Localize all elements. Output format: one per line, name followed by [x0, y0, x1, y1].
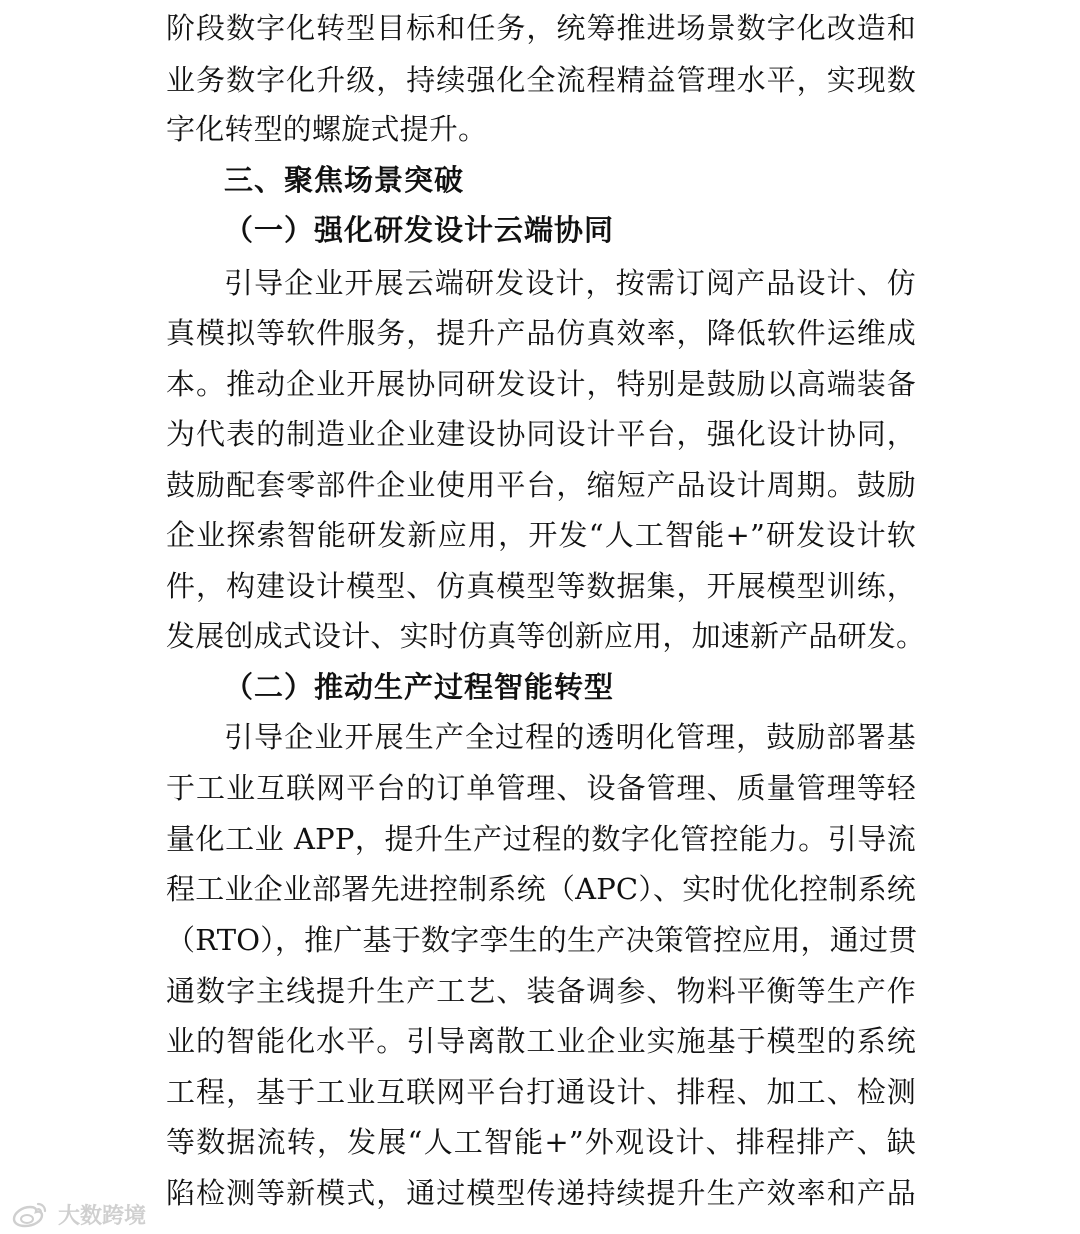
paragraph-line: 阶段数字化转型目标和任务，统筹推进场景数字化改造和 [166, 11, 916, 45]
watermark-text: 大数跨境 [58, 1203, 147, 1229]
paragraph-line: 业务数字化升级，持续强化全流程精益管理水平，实现数 [166, 63, 916, 97]
paragraph-line: 于工业互联网平台的订单管理、设备管理、质量管理等轻 [166, 771, 916, 805]
paragraph-line: 企业探索智能研发新应用，开发“人工智能+”研发设计软 [166, 518, 916, 552]
paragraph-line: 引导企业开展云端研发设计，按需订阅产品设计、仿 [224, 266, 916, 300]
paragraph-line: 发展创成式设计、实时仿真等创新应用，加速新产品研发。 [166, 619, 926, 653]
weibo-logo-icon [8, 1199, 52, 1229]
paragraph-line: 等数据流转，发展“人工智能+”外观设计、排程排产、缺 [166, 1125, 916, 1159]
paragraph-line: 本。推动企业开展协同研发设计，特别是鼓励以高端装备 [166, 367, 916, 401]
paragraph-line: 字化转型的螺旋式提升。 [166, 112, 488, 146]
paragraph-line: 陷检测等新模式，通过模型传递持续提升生产效率和产品 [166, 1176, 916, 1210]
paragraph-line: 鼓励配套零部件企业使用平台，缩短产品设计周期。鼓励 [166, 468, 916, 502]
paragraph-line: 工程，基于工业互联网平台打通设计、排程、加工、检测 [166, 1075, 916, 1109]
paragraph-line: 件，构建设计模型、仿真模型等数据集，开展模型训练， [166, 569, 916, 603]
paragraph-line: 引导企业开展生产全过程的透明化管理，鼓励部署基 [224, 720, 916, 754]
paragraph-line: 程工业企业部署先进控制系统（APC）、实时优化控制系统 [166, 872, 916, 906]
subsection-heading: （二）推动生产过程智能转型 [224, 670, 615, 704]
paragraph-line: 为代表的制造业企业建设协同设计平台，强化设计协同， [166, 417, 916, 451]
subsection-heading: （一）强化研发设计云端协同 [224, 213, 615, 247]
paragraph-line: 通数字主线提升生产工艺、装备调参、物料平衡等生产作 [166, 974, 916, 1008]
watermark [8, 1196, 146, 1232]
paragraph-line: 业的智能化水平。引导离散工业企业实施基于模型的系统 [166, 1024, 916, 1058]
paragraph-line: 真模拟等软件服务，提升产品仿真效率，降低软件运维成 [166, 316, 916, 350]
paragraph-line: （RTO），推广基于数字孪生的生产决策管控应用，通过贯 [166, 923, 918, 957]
paragraph-line: 量化工业 APP，提升生产过程的数字化管控能力。引导流 [166, 822, 916, 856]
section-heading: 三、聚焦场景突破 [224, 163, 465, 197]
